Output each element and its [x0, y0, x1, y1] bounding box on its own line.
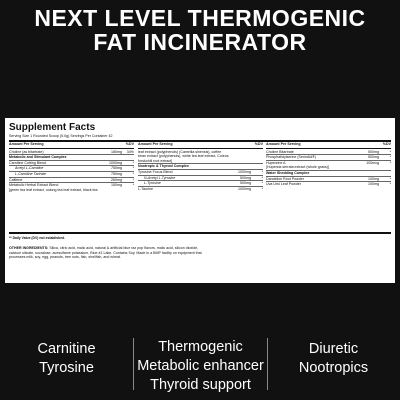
ingredient-name: [Huperzia serrata extract (whole grass)] [266, 165, 329, 170]
ingredient-row [9, 171, 134, 177]
ingredient-amount: 260mg [111, 177, 122, 182]
ingredient-amount [357, 171, 379, 176]
claim-item: Metabolic enhancer [137, 358, 264, 374]
ingredient-amount [100, 155, 122, 160]
ingredient-amount: 100mg [368, 182, 379, 187]
claim-item: Thyroid support [150, 377, 251, 393]
other-ingredients-label: OTHER INGREDIENTS: [9, 246, 49, 250]
column-header-dv: %DV [382, 142, 391, 146]
column-header-amount: Amount Per Serving [266, 142, 301, 146]
ingredient-row [9, 150, 134, 155]
claim-item: Nootropics [298, 360, 369, 376]
ingredient-name: Phosphatidylserine (SerinAid®) [266, 155, 316, 160]
ingredient-row [138, 169, 263, 175]
ingredient-dv: * [132, 166, 134, 171]
ingredient-amount: 500mg [368, 155, 379, 160]
column-header-amount: Amount Per Serving [9, 142, 44, 146]
ingredient-name: Tyrosine Focus Blend [138, 169, 173, 174]
ingredient-dv: * [389, 155, 391, 160]
ingredient-amount: 100mg [368, 176, 379, 181]
ingredient-amount: 100mcg [366, 160, 379, 165]
claims-column-1 [0, 340, 133, 378]
ingredient-amount [229, 164, 251, 169]
claim-item: Carnitine [37, 341, 96, 357]
ingredient-dv: * [261, 169, 263, 174]
ingredient-dv: * [389, 149, 391, 154]
other-ingredients [9, 246, 209, 260]
ingredient-amount: 1000mg [109, 160, 122, 165]
ingredient-dv [251, 164, 263, 169]
ingredient-row [266, 165, 391, 170]
ingredient-name: L-Tyrosine [144, 181, 161, 186]
ingredient-amount [229, 159, 251, 164]
facts-column-2 [138, 142, 263, 191]
ingredient-dv [122, 188, 134, 193]
claims-column-2 [134, 338, 267, 395]
ingredient-row [138, 175, 263, 181]
ingredient-row [9, 165, 134, 171]
column-header-amount: Amount Per Serving [138, 142, 173, 146]
other-ingredients-text: Silica, citric acid, malic acid, natural & artificial blue raz pop flavors, malic acid, silicon dioxide, calcium silicate, sucralose, acesulfame potassium, Blue #1 Lake. Contains Soy. Made in a BMP facility on equipment that processes milk, soy, egg, peanuts, tree nuts, fish, shellfish, and wheat. [9, 246, 202, 260]
ingredient-name: L-Carnitine Tartrate [15, 171, 46, 176]
ingredient-dv: * [389, 182, 391, 187]
ingredient-dv [379, 165, 391, 170]
column-header [138, 142, 263, 149]
ingredient-dv: * [132, 160, 134, 165]
facts-column-1 [9, 142, 134, 192]
claims-column-3 [267, 340, 400, 378]
ingredient-row [138, 186, 263, 192]
ingredient-name: Uva Ursi Leaf Powder [266, 182, 301, 187]
ingredient-amount: 1000mg [238, 169, 251, 174]
ingredient-dv [251, 159, 263, 164]
ingredient-amount: 750mg [111, 171, 122, 176]
ingredient-name: N-Acetyl L-Tyrosine [144, 175, 176, 180]
headline-line-2: FAT INCINERATOR [93, 29, 307, 55]
ingredient-dv [122, 155, 134, 160]
ingredient-amount: 500mg [240, 175, 251, 180]
headline [0, 6, 400, 54]
ingredient-amount: 750mg [111, 166, 122, 171]
ingredient-name: Huperzine A [266, 160, 286, 165]
ingredient-name: Choline (as bitartrate) [9, 149, 44, 154]
ingredient-row [9, 177, 134, 183]
ingredient-name: Dandelion Root Powder [266, 176, 304, 181]
ingredient-name: Metabolic Herbal Extract Blend [9, 183, 59, 188]
ingredient-dv: * [132, 177, 134, 182]
ingredient-name: Caffeine [9, 177, 23, 182]
ingredient-name: bean extract (polyphenols), white tea leaf extract, Coleus [138, 154, 229, 159]
facts-bottom-rule [9, 232, 391, 234]
claim-item: Tyrosine [39, 360, 94, 376]
ingredient-dv: * [132, 171, 134, 176]
ingredient-name: leaf extract (polyphenols) (Camellia sinensis), coffee [138, 149, 222, 154]
daily-value-footnote: ** Daily Value (DV) not established. [9, 236, 66, 240]
ingredient-name: Metabolic and Stimulant Complex [9, 155, 67, 160]
ingredient-dv: * [389, 176, 391, 181]
ingredient-amount: 500mg [368, 149, 379, 154]
serving-info: Serving Size 1 Rounded Scoop (5.0g) Servings Per Container 42 [9, 134, 113, 138]
ingredient-row [9, 154, 134, 160]
claim-item: Diuretic [308, 341, 359, 357]
ingredient-dv: * [261, 186, 263, 191]
ingredient-dv: * [389, 160, 391, 165]
ingredient-row [266, 150, 391, 155]
headline-line-1: NEXT LEVEL THERMOGENIC [34, 5, 366, 31]
facts-column-3 [266, 142, 391, 187]
benefit-claims [0, 338, 400, 393]
ingredient-name: Water Shedding Complex [266, 170, 310, 175]
ingredient-row [138, 159, 263, 164]
claim-item: Thermogenic [158, 339, 243, 355]
supplement-facts-panel [5, 118, 395, 283]
ingredient-name: Choline Bitartrate [266, 149, 294, 154]
ingredient-row [9, 160, 134, 166]
ingredient-dv: * [132, 183, 134, 188]
ingredient-name: forskohlii root extract] [138, 158, 173, 163]
ingredient-name: Acetyl L-Carnitine [15, 166, 44, 171]
ingredient-name: [green tea leaf extract, oolong tea leaf extract, black tea [9, 187, 98, 192]
ingredient-row [266, 170, 391, 176]
ingredient-amount: 500mg [240, 181, 251, 186]
ingredient-dv: 34% [126, 149, 134, 154]
ingredient-row [138, 180, 263, 186]
ingredient-amount [100, 188, 122, 193]
ingredient-name: L-Taurine [138, 186, 153, 191]
column-header [9, 142, 134, 149]
column-header [266, 142, 391, 149]
ingredient-dv: * [261, 181, 263, 186]
ingredient-amount [357, 165, 379, 170]
ingredient-amount: 1000mg [238, 186, 251, 191]
column-header-dv: %DV [125, 142, 134, 146]
ingredient-name: Carnitine Cutting Blend [9, 160, 46, 165]
ingredient-dv: * [261, 175, 263, 180]
ingredient-amount: 180mg [111, 149, 122, 154]
ingredient-row [266, 176, 391, 182]
ingredient-row [266, 181, 391, 187]
supplement-facts-title: Supplement Facts [9, 122, 96, 133]
ingredient-row [138, 163, 263, 169]
ingredient-row [266, 154, 391, 160]
ingredient-row [9, 188, 134, 193]
ingredient-name: Nootropic & Thyroid Complex [138, 164, 189, 169]
ingredient-amount: 150mg [111, 183, 122, 188]
column-header-dv: %DV [254, 142, 263, 146]
ingredient-dv [379, 171, 391, 176]
